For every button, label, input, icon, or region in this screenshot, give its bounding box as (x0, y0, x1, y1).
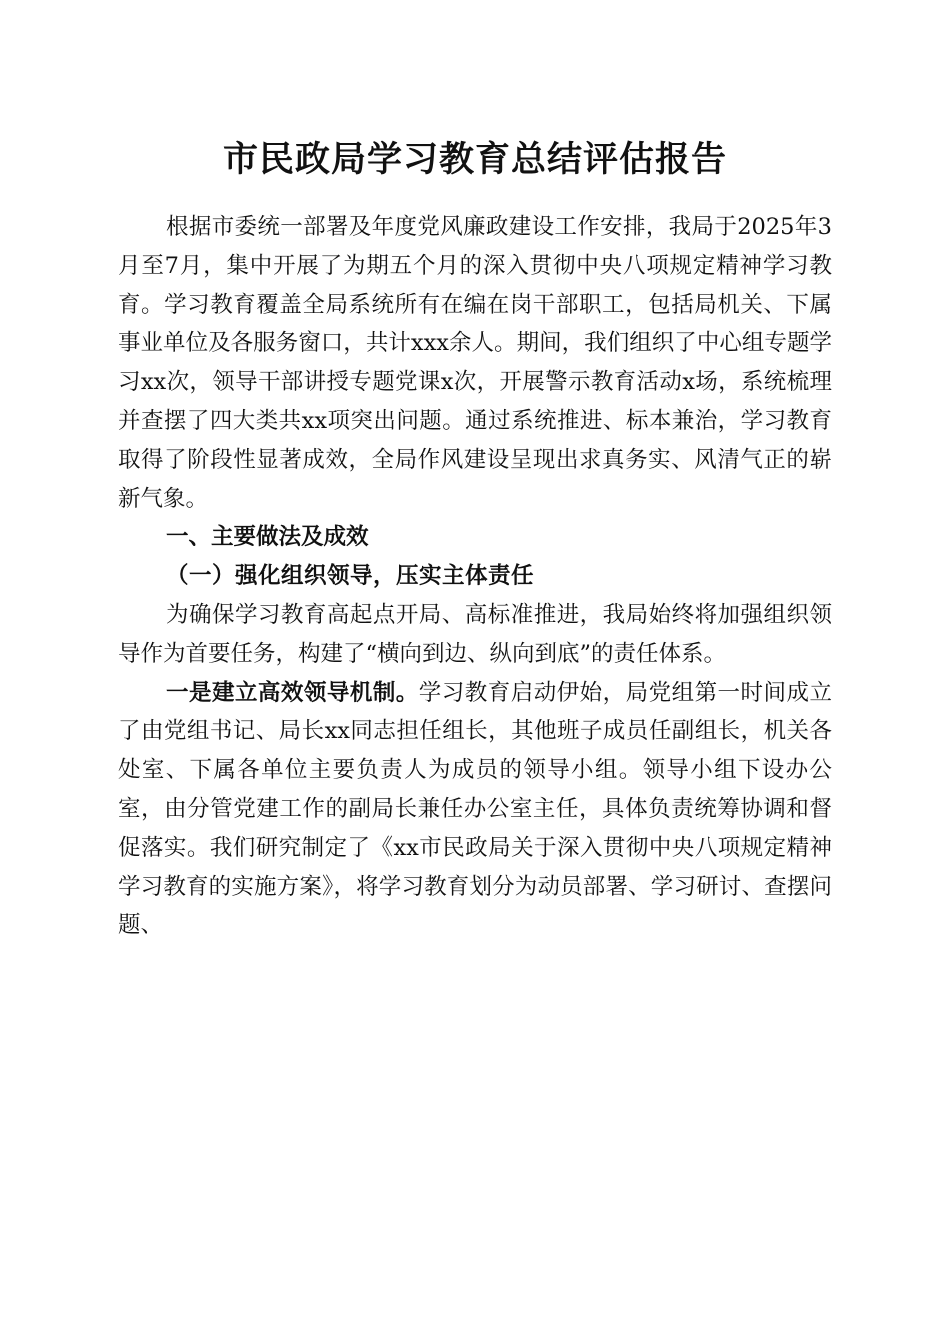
point-lead: 一是建立高效领导机制。 (166, 679, 419, 706)
document-title: 市民政局学习教育总结评估报告 (222, 139, 727, 180)
document-body (118, 208, 832, 945)
point-text: 学习教育启动伊始，局党组第一时间成立了由党组书记、局长xx同志担任组长，其他班子成员任副组长，机关各处室、下属各单位主要负责人为成员的领导小组。领导小组下设办公室，由分管党建工作的副局长兼任办公室主任，具体负责统筹协调和督促落实。我们研究制定了《xx市民政局关于深入贯彻中央八项规定精神学习教育的实施方案》，将学习教育划分为动员部署、学习研讨、查摆问题、 (118, 679, 832, 939)
subsection-heading: （一）强化组织领导，压实主体责任 (166, 563, 535, 590)
point-paragraph (118, 674, 832, 946)
subsection-paragraph: 为确保学习教育高起点开局、高标准推进，我局始终将加强组织领导作为首要任务，构建了“横向到边、纵向到底”的责任体系。 (118, 601, 832, 667)
intro-paragraph: 根据市委统一部署及年度党风廉政建设工作安排，我局于2025年3月至7月，集中开展了为期五个月的深入贯彻中央八项规定精神学习教育。学习教育覆盖全局系统所有在编在岗干部职工，包括局机关、下属事业单位及各服务窗口，共计xxx余人。期间，我们组织了中心组专题学习xx次，领导干部讲授专题党课x次，开展警示教育活动x场，系统梳理并查摆了四大类共xx项突出问题。通过系统推进、标本兼治，学习教育取得了阶段性显著成效，全局作风建设呈现出求真务实、风清气正的崭新气象。 (118, 214, 832, 512)
section-heading: 一、主要做法及成效 (166, 524, 369, 551)
